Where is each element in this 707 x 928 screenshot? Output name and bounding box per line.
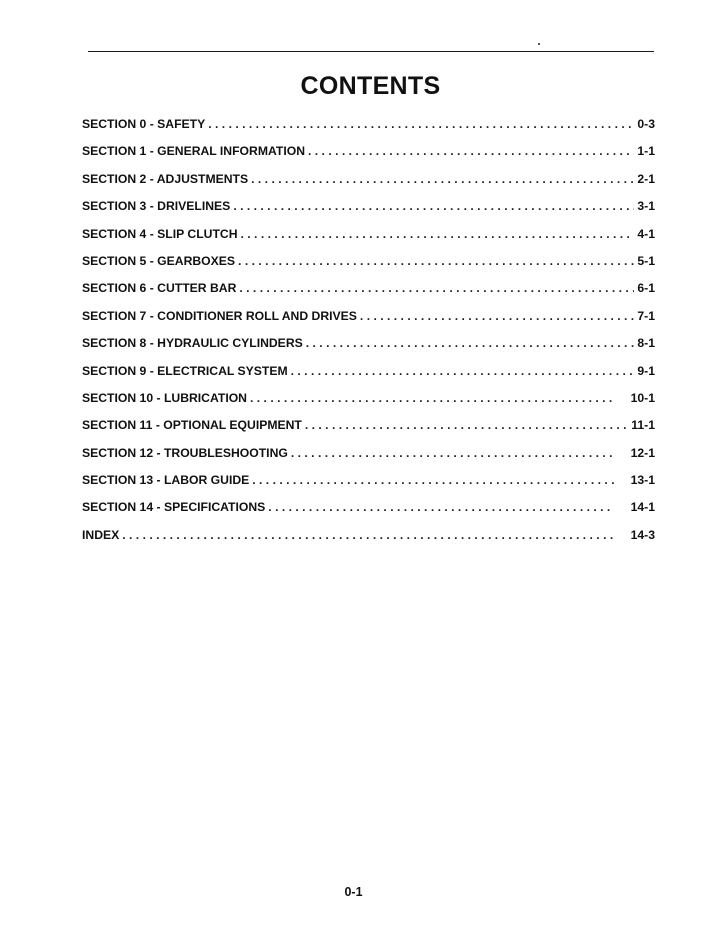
- toc-entry-label: SECTION 13 - LABOR GUIDE: [82, 473, 250, 488]
- toc-entry-page: 0-3: [637, 117, 655, 131]
- dot-leader: [308, 144, 634, 158]
- toc-entry-page: 14-1: [630, 500, 655, 515]
- toc-entry-page: 12-1: [630, 445, 655, 460]
- toc-entry-section-9[interactable]: [82, 364, 655, 391]
- toc-entry-section-4[interactable]: [82, 227, 655, 254]
- toc-entry-label: INDEX: [82, 527, 120, 542]
- toc-entry-page: 2-1: [637, 171, 655, 186]
- toc-entry-label: SECTION 4 - SLIP CLUTCH: [82, 226, 238, 241]
- dot-leader: [233, 199, 634, 213]
- toc-entry-page: 5-1: [637, 253, 655, 268]
- dot-leader: [208, 117, 634, 131]
- toc-entry-section-3[interactable]: [82, 199, 655, 226]
- toc-entry-label: SECTION 1 - GENERAL INFORMATION: [82, 144, 305, 159]
- toc-entry-page: 10-1: [630, 390, 655, 405]
- page-title: CONTENTS: [300, 72, 441, 100]
- toc-entry-label: SECTION 11 - OPTIONAL EQUIPMENT: [82, 418, 302, 433]
- toc-entry-section-13[interactable]: [82, 473, 655, 500]
- toc-entry-index[interactable]: [82, 528, 655, 555]
- dot-leader: [252, 473, 614, 487]
- toc-entry-section-7[interactable]: [82, 309, 655, 336]
- toc-entry-section-2[interactable]: [82, 172, 655, 199]
- toc-entry-page: 4-1: [637, 226, 655, 241]
- toc-entry-label: SECTION 0 - SAFETY: [82, 117, 206, 131]
- toc-entry-label: SECTION 3 - DRIVELINES: [82, 199, 231, 214]
- toc-entry-page: 7-1: [637, 308, 655, 323]
- toc-entry-label: SECTION 2 - ADJUSTMENTS: [82, 171, 249, 186]
- toc-entry-section-14[interactable]: [82, 500, 655, 527]
- dot-leader: [241, 227, 635, 241]
- dot-leader: [250, 391, 614, 405]
- toc-entry-section-6[interactable]: [82, 281, 655, 308]
- toc-entry-label: SECTION 6 - CUTTER BAR: [82, 281, 237, 296]
- toc-entry-label: SECTION 8 - HYDRAULIC CYLINDERS: [82, 336, 303, 351]
- dot-leader: [306, 336, 635, 350]
- toc-entry-page: 3-1: [637, 199, 655, 214]
- dot-leader: [360, 309, 634, 323]
- toc-entry-page: 6-1: [637, 281, 655, 296]
- toc-entry-section-0[interactable]: [82, 117, 655, 144]
- toc-entry-label: SECTION 7 - CONDITIONER ROLL AND DRIVES: [82, 308, 357, 323]
- toc-entry-section-5[interactable]: [82, 254, 655, 281]
- toc-entry-page: 9-1: [637, 363, 655, 378]
- toc-entry-page: 13-1: [630, 473, 655, 488]
- scan-speck: [538, 43, 540, 45]
- toc-entry-page: 8-1: [637, 336, 655, 351]
- dot-leader: [239, 281, 634, 295]
- toc-entry-section-10[interactable]: [82, 391, 655, 418]
- table-of-contents: [82, 117, 655, 555]
- dot-leader: [291, 364, 635, 378]
- toc-entry-page: 14-3: [630, 527, 655, 542]
- dot-leader: [251, 172, 634, 186]
- page-number: 0-1: [344, 885, 363, 899]
- toc-entry-section-1[interactable]: [82, 144, 655, 171]
- dot-leader: [268, 500, 614, 514]
- toc-entry-section-12[interactable]: [82, 446, 655, 473]
- toc-entry-label: SECTION 14 - SPECIFICATIONS: [82, 500, 266, 515]
- dot-leader: [238, 254, 634, 268]
- dot-leader: [291, 446, 614, 460]
- dot-leader: [305, 418, 628, 432]
- toc-entry-label: SECTION 12 - TROUBLESHOOTING: [82, 445, 288, 460]
- header-rule: [88, 51, 654, 52]
- toc-entry-label: SECTION 5 - GEARBOXES: [82, 253, 236, 268]
- toc-entry-section-11[interactable]: [82, 418, 655, 445]
- toc-entry-page: 1-1: [637, 144, 655, 159]
- toc-entry-label: SECTION 9 - ELECTRICAL SYSTEM: [82, 363, 288, 378]
- toc-entry-page: 11-1: [631, 418, 655, 433]
- dot-leader: [122, 528, 614, 542]
- toc-entry-section-8[interactable]: [82, 336, 655, 363]
- toc-entry-label: SECTION 10 - LUBRICATION: [82, 390, 247, 405]
